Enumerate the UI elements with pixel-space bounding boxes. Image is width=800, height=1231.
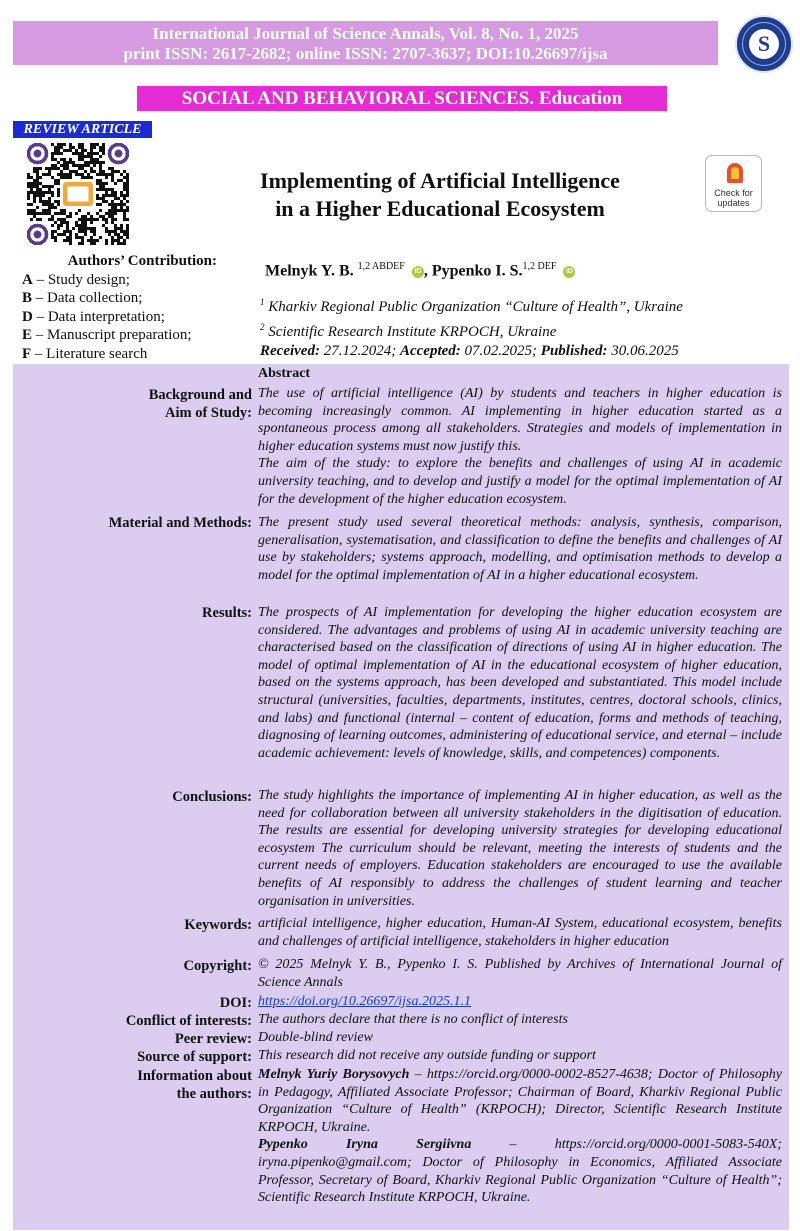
contribution-item: D – Data interpretation; [22,308,165,325]
contribution-item: B – Data collection; [22,290,143,307]
issn-line: print ISSN: 2617-2682; online ISSN: 2707-3637; DOI:10.26697/ijsa [123,44,608,63]
contribution-item: E – Manuscript preparation; [22,327,192,344]
results-text: The prospects of AI implementation for developing the higher education ecosystem are considered. The advantages and problems of using AI in academic university teaching are characterised based on the classification of directions of using AI in higher education. The model of optimal implementation of AI in the educational ecosystem of higher education, based on the systems approach, has been developed and substantiated. This model include structural (universities, faculties, departments, institutes, centres, doctoral schools, clinics, and labs) and functional (internal – content of education, forms and methods of teaching, diagnosing of learning outcomes, administering of educational service, and eternal – include academic achievement: levels of knowledge, skills, and competences) components. [258,605,782,761]
published-date: 30.06.2025 [607,343,679,359]
logo-letter: S [749,29,779,59]
background-label: Background and Aim of Study: [148,387,252,421]
results-label: Results: [202,605,252,621]
received-date: 27.12.2024; [319,343,400,359]
doi-link[interactable]: https://doi.org/10.26697/ijsa.2025.1.1 [258,994,471,1009]
support-label: Source of support: [137,1049,252,1065]
author-affiliation-marks: 1,2 ABDEF [357,261,405,272]
contribution-item: F – Literature search [22,345,148,362]
journal-line: International Journal of Science Annals, Vol. 8, No. 1, 2025 [152,24,579,43]
methods-label: Material and Methods: [108,515,252,531]
conflict-label: Conflict of interests: [125,1013,252,1029]
publication-dates [260,343,679,360]
author-list [265,261,575,280]
conclusions-text: The study highlights the importance of implementing AI in higher education, as well as the need for collaboration between all university stakeholders in the digitisation of education. The results are essential for developing university strategies for developing educational ecosystem The curriculum should be relevant, meeting the interests of students and the current needs of employers. Education stakeholders are encouraged to use the available benefits of AI responsibly to address the challenges of student learning and teacher organisation in universities. [258,788,782,909]
author-info-text [258,1066,782,1207]
author-separator: , [423,262,432,280]
contribution-item: A – Study design; [22,271,130,288]
author-info-item: Pypenko Iryna Sergiivna – https://orcid.org/0000-0001-5083-540X; iryna.pipenko@gmail.com; Doctor of Philosophy in Economics, Affiliated Associate Professor, Secretary of Board, Kharkiv Regional Public Organization “Culture of Health”; Scientific Research Institute KRPOCH, Ukraine. [258,1137,782,1206]
copyright-label: Copyright: [183,958,252,974]
section-title: SOCIAL AND BEHAVIORAL SCIENCES. Education [137,86,667,111]
title-line-1: Implementing of Artificial Intelligence [260,168,620,193]
peer-review-text: Double-blind review [258,1030,373,1045]
support-text: This research did not receive any outside funding or support [258,1048,596,1063]
copyright-text: © 2025 Melnyk Y. B., Pypenko I. S. Published by Archives of International Journal of Science Annals [258,957,782,990]
abstract-heading: Abstract [258,366,311,381]
check-for-updates-button[interactable] [705,155,762,212]
qr-code-icon [27,143,129,245]
author-affiliation-marks: 1,2 DEF [522,261,557,272]
journal-logo [735,15,793,73]
accepted-date: 07.02.2025; [460,343,541,359]
received-label: Received: [260,343,320,359]
article-title [180,167,700,223]
published-label: Published: [540,343,608,359]
background-text: The use of artificial intelligence (AI) by students and teachers in higher education is becoming increasingly common. AI implementing in higher education started as a spontaneous process among all stakeholders. Strategies and models of implementation in higher education systems must now justify this. The aim of the study: to explore the benefits and challenges of using AI in academic university teaching, and to develop and justify a model for the optimal implementation of AI for the development of the higher education ecosystem. [258,386,782,507]
journal-banner [13,21,718,65]
accepted-label: Accepted: [399,343,461,359]
keywords-label: Keywords: [184,917,252,933]
title-line-2: in a Higher Educational Ecosystem [275,196,605,221]
author-name: Pypenko I. S. [431,262,523,280]
article-type-badge: REVIEW ARTICLE [13,121,152,138]
orcid-icon[interactable]: iD [412,266,424,278]
check-updates-label: Check for updates [714,188,753,208]
bookmark-inner-icon [731,167,739,179]
keywords-text: artificial intelligence, higher education, Human-AI System, educational ecosystem, benefits and challenges of artificial intelligence, stakeholders in higher education [258,916,782,949]
methods-text: The present study used several theoretical methods: analysis, synthesis, comparison, generalisation, systematisation, and classification to define the benefits and challenges of AI use by stakeholders; systems approach, modelling, and optimisation methods to develop a model for the optimal implementation of AI in a higher educational ecosystem. [258,515,782,583]
affiliations [260,292,683,342]
conclusions-label: Conclusions: [172,789,252,805]
author-info-label: Information about the authors: [137,1068,252,1102]
doi-label: DOI: [219,995,252,1011]
affiliation-item: $^1$ Kharkiv Regional Public Organization “Culture of Health”, Ukraine [260,297,683,315]
doi-text [258,993,782,1011]
author-info-item: Melnyk Yuriy Borysovych – https://orcid.org/0000-0002-8527-4638; Doctor of Philosophy in Pedagogy, Affiliated Associate Professor; Chairman of Board, Kharkiv Regional Public Organization “Culture of Health” (KRPOCH); Director, Scientific Research Institute KRPOCH, Ukraine. [258,1067,783,1135]
author-name: Melnyk Y. B. [265,262,354,280]
authors-contribution [22,252,257,364]
conflict-text: The authors declare that there is no conflict of interests [258,1012,568,1027]
contribution-heading: Authors’ Contribution: [67,253,217,269]
orcid-icon[interactable]: iD [563,266,575,278]
peer-review-label: Peer review: [174,1031,252,1047]
affiliation-item: $^2$ Scientific Research Institute KRPOCH, Ukraine [260,322,557,340]
